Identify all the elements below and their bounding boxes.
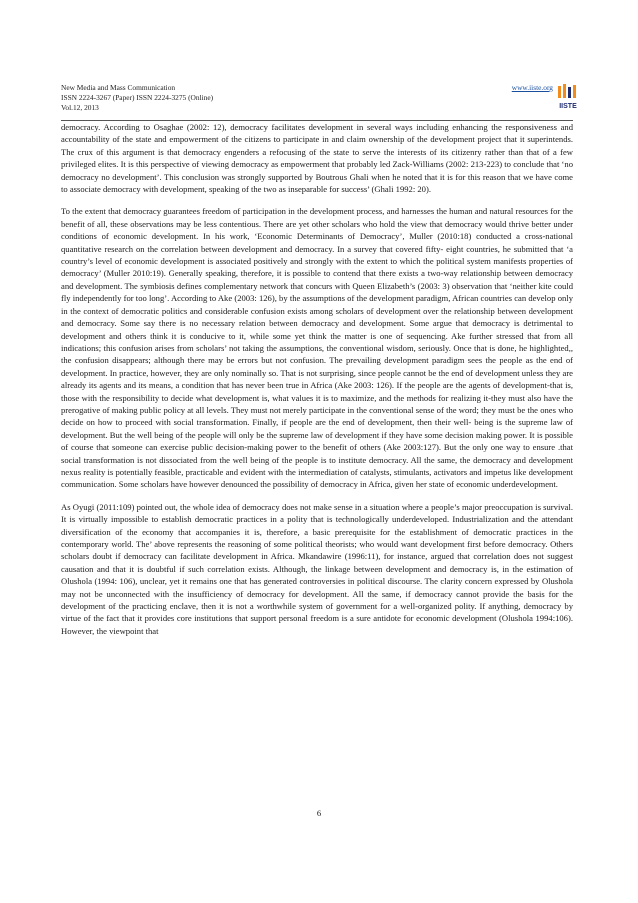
journal-title: New Media and Mass Communication xyxy=(61,83,176,92)
logo-text: IISTE xyxy=(559,103,577,110)
page-header xyxy=(61,83,581,121)
paragraph-3: As Oyugi (2011:109) pointed out, the whole idea of democracy does not make sense in a situation where a people’s major preoccupation is survival. It is virtually impossible to establish democratic practices in a polity that is technologically underdeveloped. Industrialization and the attendant diversification of the economy that accompanies it is, therefore, a basic prerequisite for the establishment of democratic practices in the contemporary world. The’ above represents the reasoning of some political theorists; who would want development first before democracy. Others scholars doubt if democracy can facilitate development in Africa. Mkandawire (1996:11), for instance, argued that correlation does not suggest causation and that it is doubtful if such correlation exists. Although, the linkage between development and democracy is, in the estimation of Olushola (1994: 106), unclear, yet it remains one that has generated controversies in political discourse. The clarity concern expressed by Olushola may not be unconnected with the insufficiency of democracy for development. All the same, if democracy cannot provide the basis for the development of the practicing enclave, then it is not a worthwhile system of government for a well-organized polity. If anything, democracy by virtue of the fact that it provides core institutions that support personal freedom is a sure antidote for economic development (Olushola 1994:106). However, the viewpoint that xyxy=(61,501,573,636)
paragraph-1: democracy. According to Osaghae (2002: 12), democracy facilitates development in several ways including enhancing the responsiveness and accountability of the state and empowerment of the citizens to participate in and claim ownership of the development project that it superintends. The crux of this argument is that democracy engenders a refocusing of the state to serve the interests of its citizenry rather than that of a few privileged elites. It is this perspective of viewing democracy as empowerment that probably led Zack-Williams (2002: 213-223) to conclude that ‘no democracy no development’. This conclusion was strongly supported by Boutrous Ghali when he noted that it is for this reason that we have come to associate democracy with development, speaking of the two as inseparable for success’ (Ghali 1992: 20). xyxy=(61,122,573,195)
journal-info xyxy=(61,83,213,113)
iiste-logo xyxy=(555,84,581,114)
journal-issn: ISSN 2224-3267 (Paper) ISSN 2224-3275 (Online) xyxy=(61,93,214,102)
journal-volume: Vol.12, 2013 xyxy=(61,103,99,112)
page-number: 6 xyxy=(316,808,322,818)
paragraph-2: To the extent that democracy guarantees freedom of participation in the development process, and harnesses the human and natural resources for the benefit of all, these observations may be less contentious. There are yet other scholars who hold the view that democracy would thrive better under conditions of economic development. In his work, ‘Economic Determinants of Democracy’, Muller (2010:18) conducted a cross-national quantitative research on the correlation between development and democracy. In a survey that covered fifty- eight countries, he submitted that ‘a country’s level of economic development is associated positively and strongly with the extent to which the political system manifests properties of democracy’ (Muller 2010:19). Generally speaking, therefore, it is possible to contend that there exists a two-way relationship between democracy and development. The symbiosis defines complementary network that concurs with Queen Elizabeth’s (2003: 3) observation that ‘neither kite could fly independently for too long’. According to Ake (2003: 126), by the assumptions of the development paradigm, African countries can develop only in the context of democratic politics and considerable confusion exists among scholars of development over the relationship between development and democracy. Some say there is no necessary relation between democracy and development. Some argue that democracy is detrimental to development and others think it is conducive to it, while some yet think the matter is one of sequencing. Ake further stressed that from all indications; this confusion arises from scholars’ not taking the assumptions, the conventional wisdom, seriously. Once that is done, he highlighted,, the confusion disappears; although there may be errors but not confusion. The prevailing development paradigm sees the people as the end of development. In practice, however, they are only nominally so. That is not surprising, since people cannot be the end of development unless they are already its agents and its means, a condition that has never been true in Africa (Ake 2003: 126). If the people are the agents of development-that is, those with the responsibility to decide what development is, what values it is to maximize, and the methods for realizing it-they must also have the prerogative of making public policy at all levels. They must not merely participate in the conventional sense of the word; they must be the ones who decide on how to proceed with social transformation. Finally, if people are the end of development, then their well- being is the supreme law of development. But the well being of the people will only be the supreme law of development if they have some decision making power. It is possible of course that someone can exercise public decision-making power to the benefit of others (Ake 2003:127). But the only one way to ensure .that social transformation is not dissociated from the well being of the people is to institute democracy. All the same, the democracy and development nexus reality is potentially feasible, practicable and evident with the intermediation of catalysts, stimulants, activators and impetus like development communication. Some scholars have however denounced the possibility of democracy in Africa, given her state of economic underdevelopment. xyxy=(61,206,573,490)
website-link[interactable]: www.iiste.org xyxy=(511,83,553,92)
article-body xyxy=(61,121,573,647)
